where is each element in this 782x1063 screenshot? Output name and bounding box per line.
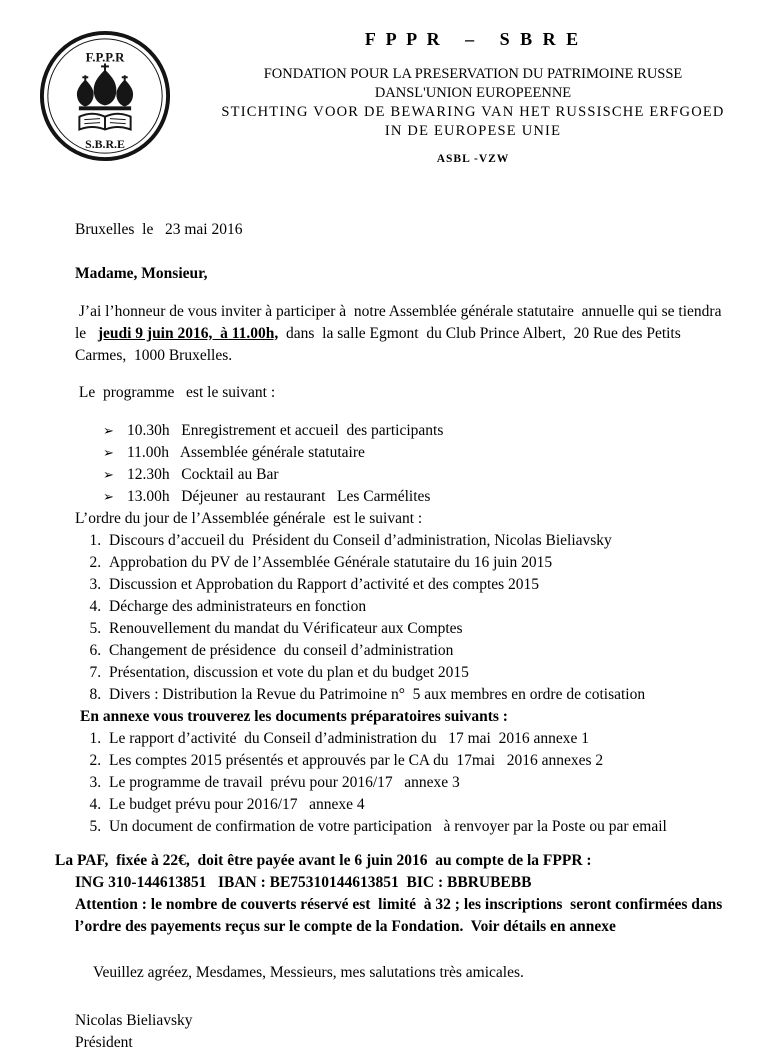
- signature-block: [75, 1010, 724, 1054]
- list-item: 2. Les comptes 2015 présentés et approuvés par le CA du 17mai 2016 annexes 2: [105, 750, 724, 772]
- invitation-paragraph: [75, 301, 737, 367]
- invitation-text-start: J’ai l’honneur de vous inviter à participer à notre Assemblée générale statutaire annuelle qui se tiendra le: [75, 302, 737, 342]
- list-item: 6. Changement de présidence du conseil d’administration: [105, 640, 724, 662]
- salutation: Madame, Monsieur,: [75, 265, 208, 282]
- list-item: 2. Approbation du PV de l’Assemblée Générale statutaire du 16 juin 2015: [105, 552, 724, 574]
- signature-title: Président: [75, 1033, 133, 1051]
- list-item: [103, 464, 724, 486]
- list-item: 7. Présentation, discussion et vote du plan et du budget 2015: [105, 662, 724, 684]
- programme-entry: 13.00h Déjeuner au restaurant Les Carmélites: [127, 487, 431, 505]
- arrow-bullet-icon: ➢: [103, 488, 114, 504]
- arrow-bullet-icon: ➢: [103, 422, 114, 438]
- annexes-intro: En annexe vous trouverez les documents préparatoires suivants :: [80, 707, 508, 725]
- programme-entry: 10.30h Enregistrement et accueil des participants: [127, 421, 444, 439]
- org-title: F P P R – S B R E: [364, 29, 582, 49]
- org-name-fr-line1: FONDATION POUR LA PRESERVATION DU PATRIMOINE RUSSE: [263, 66, 683, 82]
- list-item: 5. Renouvellement du mandat du Vérificateur aux Comptes: [105, 618, 724, 640]
- fppr-logo: [0, 24, 178, 175]
- annexes-list: [75, 728, 724, 838]
- list-item: 4. Décharge des administrateurs en fonction: [105, 596, 724, 618]
- logo-bottom-text: S.B.R.E: [85, 137, 125, 152]
- arrow-bullet-icon: ➢: [103, 466, 114, 482]
- bank-account-line: ING 310-144613851 IBAN : BE75310144613851 BIC : BBRUBEBB: [75, 873, 532, 891]
- event-datetime: jeudi 9 juin 2016, à 11.00h,: [97, 324, 279, 342]
- org-legal-form: ASBL -VZW: [436, 153, 510, 165]
- payment-amount-line: La PAF, fixée à 22€, doit être payée avant le 6 juin 2016 au compte de la FPPR :: [55, 851, 592, 869]
- programme-intro: Le programme est le suivant :: [75, 384, 276, 401]
- programme-list: [103, 420, 724, 508]
- list-item: 1. Le rapport d’activité du Conseil d’administration du 17 mai 2016 annexe 1: [105, 728, 724, 750]
- list-item: [103, 420, 724, 442]
- list-item: [103, 486, 724, 508]
- agenda-intro: L’ordre du jour de l’Assemblée générale est le suivant :: [75, 509, 423, 527]
- signature-name: Nicolas Bieliavsky: [75, 1011, 193, 1029]
- org-name-fr-line2: DANSL'UNION EUROPEENNE: [374, 85, 572, 101]
- list-item: 4. Le budget prévu pour 2016/17 annexe 4: [105, 794, 724, 816]
- document-header: [0, 0, 782, 175]
- list-item: 8. Divers : Distribution la Revue du Patrimoine n° 5 aux membres en ordre de cotisation: [105, 684, 724, 706]
- invitation-text-end: dans la salle Egmont du Club Prince Albert, 20 Rue des Petits Carmes, 1000 Bruxelles.: [75, 324, 685, 364]
- payment-info: [55, 850, 727, 938]
- fppr-seal-icon: [36, 24, 174, 168]
- open-book-icon: [79, 114, 130, 130]
- list-item: 5. Un document de confirmation de votre participation à renvoyer par la Poste ou par email: [105, 816, 724, 838]
- header-text-block: [178, 24, 782, 175]
- org-name-nl-line1: STICHTING VOOR DE BEWARING VAN HET RUSSISCHE ERFGOED: [221, 104, 725, 120]
- programme-entry: 11.00h Assemblée générale statutaire: [127, 443, 365, 461]
- list-item: 1. Discours d’accueil du Président du Conseil d’administration, Nicolas Bieliavsky: [105, 530, 724, 552]
- programme-entry: 12.30h Cocktail au Bar: [127, 465, 279, 483]
- closing-formula: Veuillez agréez, Mesdames, Messieurs, mes salutations très amicales.: [93, 963, 524, 981]
- letter-body: [0, 219, 782, 1054]
- agenda-list: [75, 530, 724, 706]
- logo-top-text: F.P.P.R: [85, 50, 125, 65]
- arrow-bullet-icon: ➢: [103, 444, 114, 460]
- list-item: [103, 442, 724, 464]
- payment-warning-line: Attention : le nombre de couverts réservé est limité à 32 ; les inscriptions seront confirmées dans l’ordre des payements reçus sur le compte de la Fondation. Voir détails en annexe: [75, 895, 727, 935]
- org-name-nl-line2: IN DE EUROPESE UNIE: [384, 123, 562, 139]
- date-line: Bruxelles le 23 mai 2016: [75, 221, 243, 238]
- list-item: 3. Le programme de travail prévu pour 2016/17 annexe 3: [105, 772, 724, 794]
- list-item: 3. Discussion et Approbation du Rapport d’activité et des comptes 2015: [105, 574, 724, 596]
